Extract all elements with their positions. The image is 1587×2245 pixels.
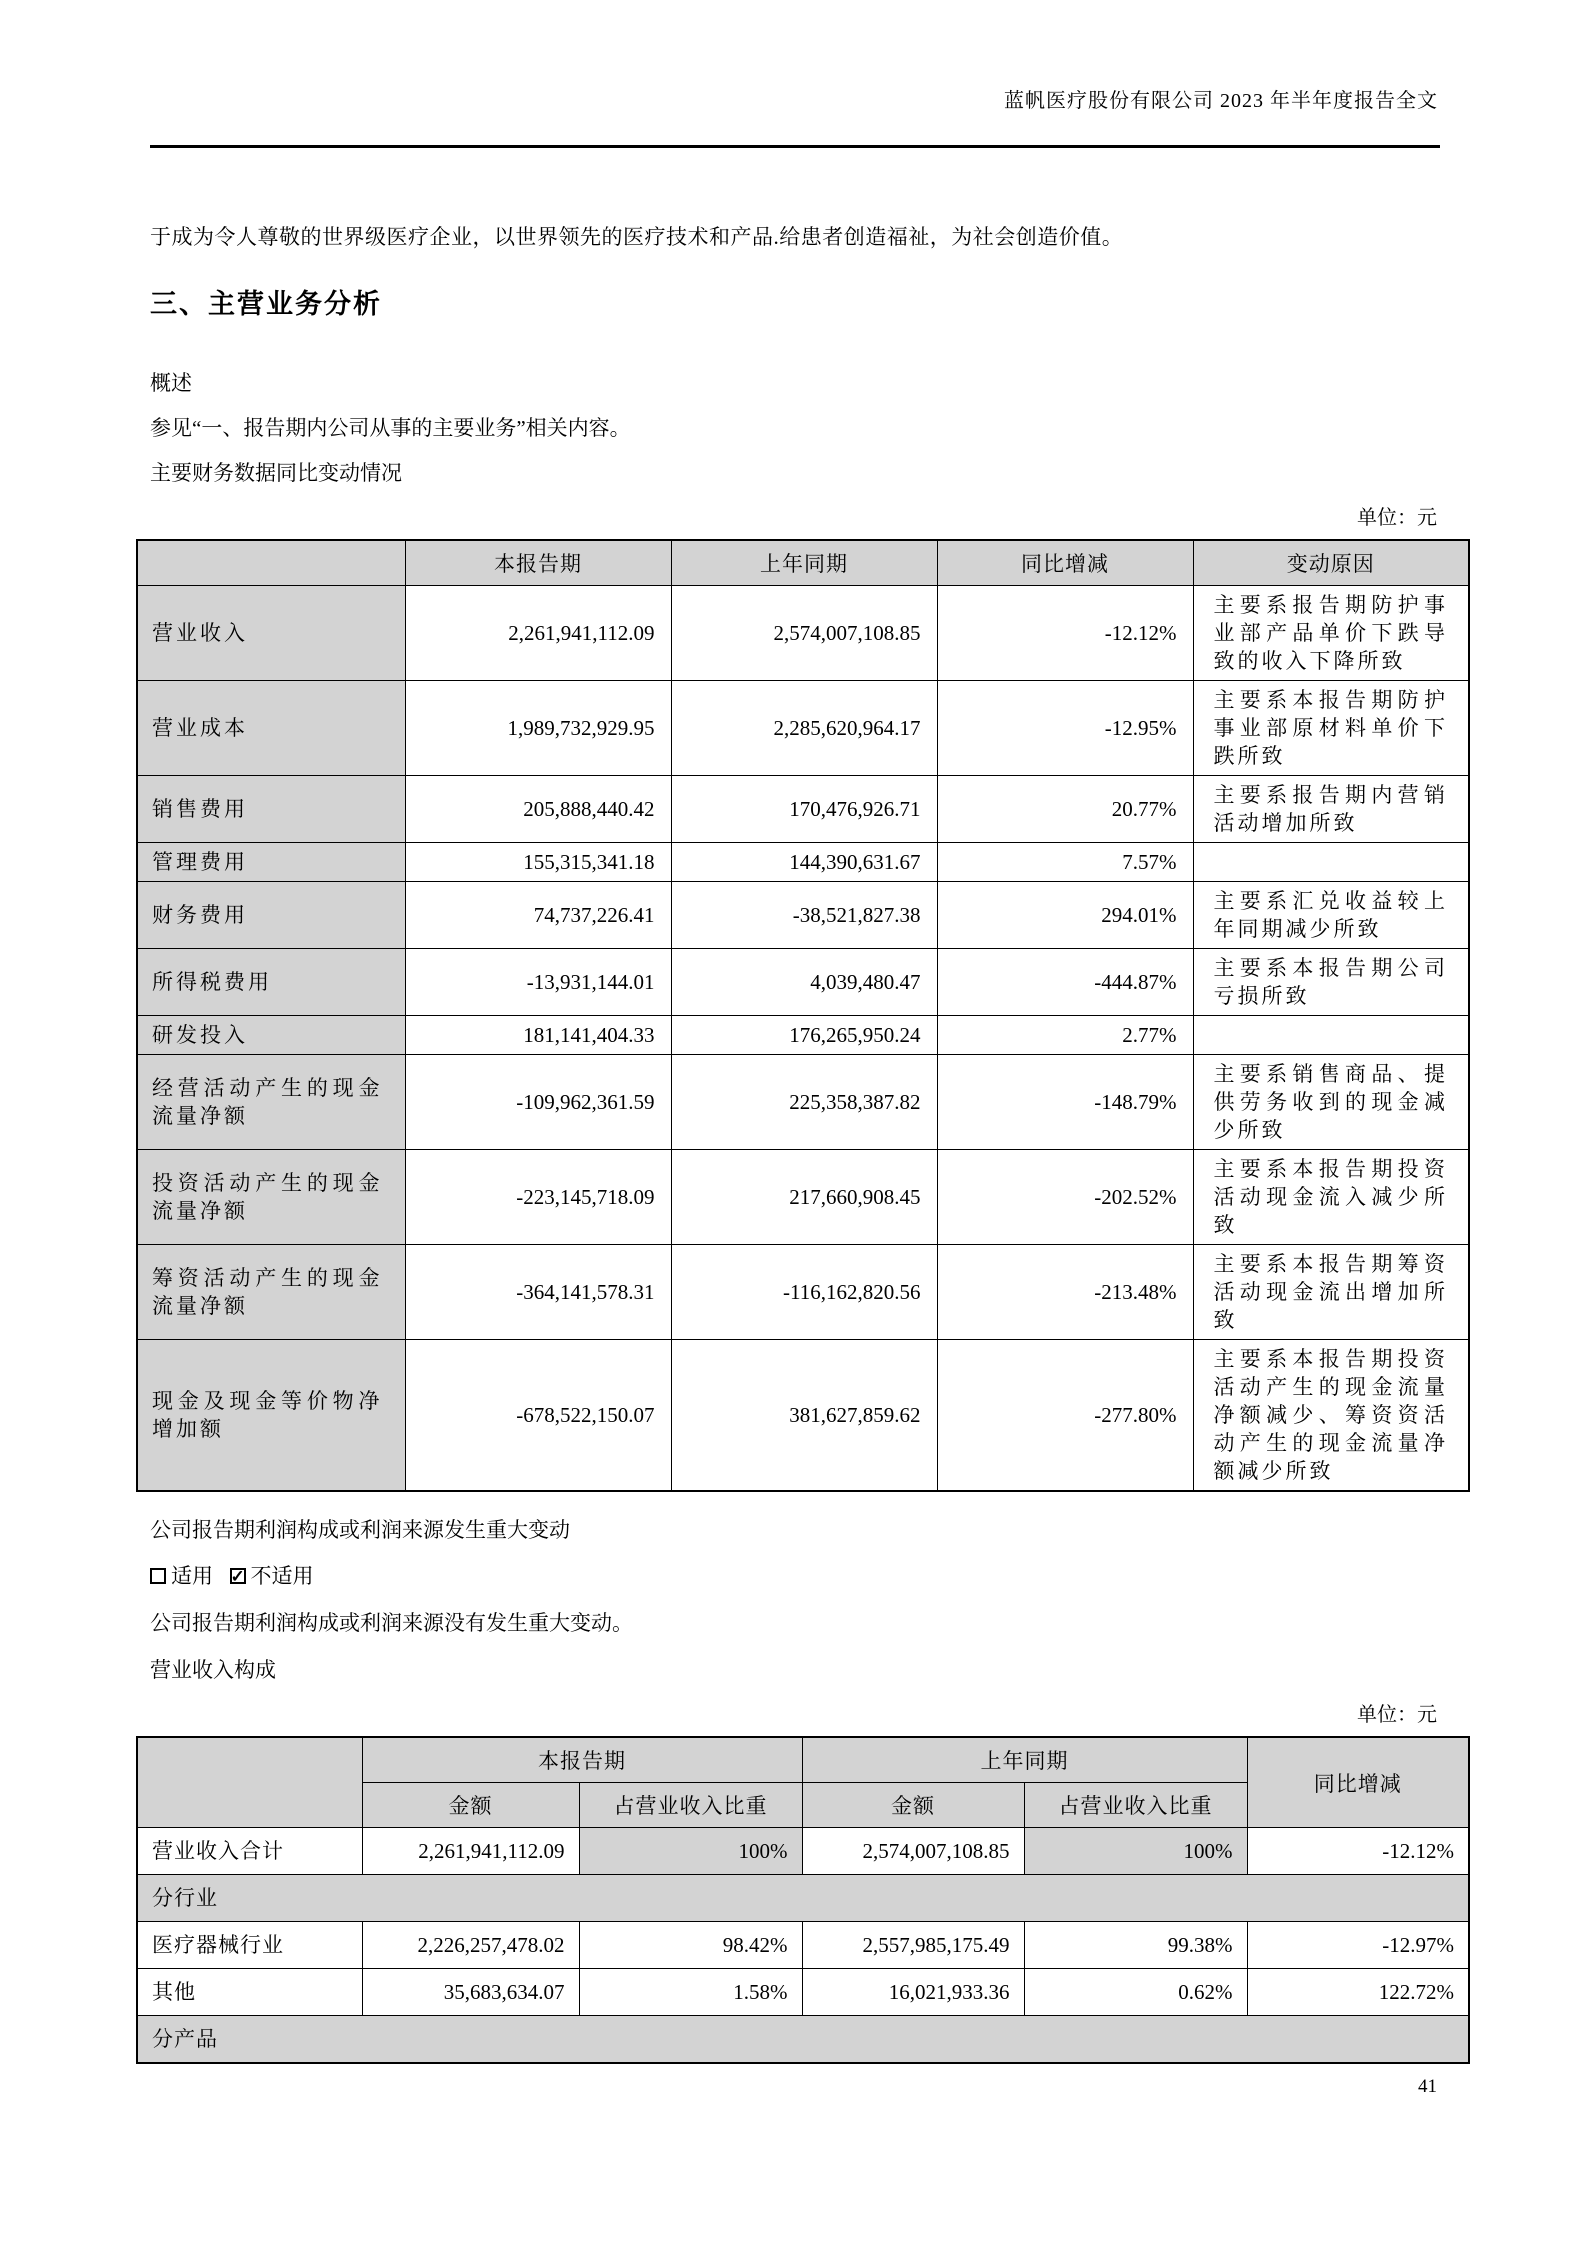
change-reason: 主要系本报告期公司亏损所致 bbox=[1193, 949, 1469, 1016]
table-row bbox=[137, 882, 1469, 949]
current-period-value: -364,141,578.31 bbox=[405, 1245, 671, 1340]
table-row bbox=[137, 776, 1469, 843]
row-label: 筹资活动产生的现金流量净额 bbox=[137, 1245, 405, 1340]
current-pct: 100% bbox=[579, 1828, 802, 1875]
row-label: 现金及现金等价物净增加额 bbox=[137, 1340, 405, 1492]
current-period-value: -223,145,718.09 bbox=[405, 1150, 671, 1245]
yoy-change-value: -12.95% bbox=[937, 681, 1193, 776]
table-row bbox=[137, 949, 1469, 1016]
yoy-change-value: -202.52% bbox=[937, 1150, 1193, 1245]
current-pct: 98.42% bbox=[579, 1922, 802, 1969]
prior-period-value: -116,162,820.56 bbox=[671, 1245, 937, 1340]
page-number: 41 bbox=[1418, 2076, 1437, 2097]
yoy-change-value: -12.12% bbox=[937, 586, 1193, 681]
applicable-label: 适用 bbox=[171, 1564, 213, 1588]
prior-period-value: 4,039,480.47 bbox=[671, 949, 937, 1016]
applicable-checkbox-unchecked-icon bbox=[150, 1568, 166, 1584]
not-applicable-label: 不适用 bbox=[250, 1564, 314, 1588]
table-row bbox=[137, 1922, 1469, 1969]
table-row bbox=[137, 1245, 1469, 1340]
prior-period-value: 144,390,631.67 bbox=[671, 843, 937, 882]
pct-header: 占营业收入比重 bbox=[1024, 1783, 1247, 1828]
change-reason: 主要系本报告期投资活动产生的现金流量净额减少、筹资资活动产生的现金流量净额减少所致 bbox=[1193, 1340, 1469, 1492]
yoy-change-value: 122.72% bbox=[1247, 1969, 1469, 2016]
change-reason: 主要系销售商品、提供劳务收到的现金减少所致 bbox=[1193, 1055, 1469, 1150]
prior-period-value: 2,285,620,964.17 bbox=[671, 681, 937, 776]
page-header: 蓝帆医疗股份有限公司 2023 年半年度报告全文 bbox=[150, 0, 1440, 148]
yoy-change-value: -213.48% bbox=[937, 1245, 1193, 1340]
row-label: 营业收入 bbox=[137, 586, 405, 681]
blank-header-cell bbox=[137, 1737, 362, 1828]
current-period-header: 本报告期 bbox=[362, 1737, 802, 1783]
financial-data-label: 主要财务数据同比变动情况 bbox=[150, 461, 402, 485]
prior-period-value: -38,521,827.38 bbox=[671, 882, 937, 949]
yoy-change-value: 2.77% bbox=[937, 1016, 1193, 1055]
revenue-composition-label: 营业收入构成 bbox=[150, 1658, 276, 1682]
prior-period-value: 170,476,926.71 bbox=[671, 776, 937, 843]
overview-reference: 参见“一、报告期内公司从事的主要业务”相关内容。 bbox=[150, 416, 631, 440]
current-period-value: 1,989,732,929.95 bbox=[405, 681, 671, 776]
current-amount: 35,683,634.07 bbox=[362, 1969, 579, 2016]
amount-header: 金额 bbox=[802, 1783, 1024, 1828]
current-amount: 2,261,941,112.09 bbox=[362, 1828, 579, 1875]
section-label: 分行业 bbox=[137, 1875, 1469, 1922]
prior-amount: 2,574,007,108.85 bbox=[802, 1828, 1024, 1875]
intro-paragraph: 于成为令人尊敬的世界级医疗企业，以世界领先的医疗技术和产品.给患者创造福祉，为社会创造价值。 bbox=[150, 225, 1124, 249]
prior-period-header: 上年同期 bbox=[802, 1737, 1247, 1783]
table-row bbox=[137, 1150, 1469, 1245]
row-label: 营业成本 bbox=[137, 681, 405, 776]
current-pct: 1.58% bbox=[579, 1969, 802, 2016]
current-period-value: 205,888,440.42 bbox=[405, 776, 671, 843]
change-reason: 主要系本报告期防护事业部原材料单价下跌所致 bbox=[1193, 681, 1469, 776]
table-row bbox=[137, 1828, 1469, 1875]
prior-period-value: 217,660,908.45 bbox=[671, 1150, 937, 1245]
yoy-change-value: -12.12% bbox=[1247, 1828, 1469, 1875]
current-period-value: -109,962,361.59 bbox=[405, 1055, 671, 1150]
section-label: 分产品 bbox=[137, 2016, 1469, 2064]
column-header: 变动原因 bbox=[1193, 540, 1469, 586]
prior-period-value: 225,358,387.82 bbox=[671, 1055, 937, 1150]
unit-label: 单位：元 bbox=[1357, 507, 1437, 529]
applicability-line bbox=[150, 1562, 1437, 1590]
prior-pct: 99.38% bbox=[1024, 1922, 1247, 1969]
row-label: 营业收入合计 bbox=[137, 1828, 362, 1875]
row-label: 投资活动产生的现金流量净额 bbox=[137, 1150, 405, 1245]
pct-header: 占营业收入比重 bbox=[579, 1783, 802, 1828]
table-row bbox=[137, 1055, 1469, 1150]
profit-change-statement: 公司报告期利润构成或利润来源没有发生重大变动。 bbox=[150, 1611, 633, 1635]
change-reason bbox=[1193, 1016, 1469, 1055]
row-label: 财务费用 bbox=[137, 882, 405, 949]
prior-period-value: 176,265,950.24 bbox=[671, 1016, 937, 1055]
row-label: 管理费用 bbox=[137, 843, 405, 882]
prior-pct: 0.62% bbox=[1024, 1969, 1247, 2016]
amount-header: 金额 bbox=[362, 1783, 579, 1828]
current-period-value: 74,737,226.41 bbox=[405, 882, 671, 949]
section-row bbox=[137, 1875, 1469, 1922]
change-reason: 主要系报告期内营销活动增加所致 bbox=[1193, 776, 1469, 843]
overview-label: 概述 bbox=[150, 371, 192, 395]
prior-period-value: 2,574,007,108.85 bbox=[671, 586, 937, 681]
yoy-change-value: 7.57% bbox=[937, 843, 1193, 882]
unit-label-2: 单位：元 bbox=[1357, 1704, 1437, 1726]
current-period-value: 181,141,404.33 bbox=[405, 1016, 671, 1055]
prior-amount: 2,557,985,175.49 bbox=[802, 1922, 1024, 1969]
column-header bbox=[137, 540, 405, 586]
yoy-header: 同比增减 bbox=[1247, 1737, 1469, 1828]
column-header: 本报告期 bbox=[405, 540, 671, 586]
revenue-composition-table bbox=[136, 1736, 1470, 2064]
yoy-change-value: -148.79% bbox=[937, 1055, 1193, 1150]
change-reason: 主要系本报告期投资活动现金流入减少所致 bbox=[1193, 1150, 1469, 1245]
prior-amount: 16,021,933.36 bbox=[802, 1969, 1024, 2016]
yoy-change-value: 20.77% bbox=[937, 776, 1193, 843]
change-reason: 主要系本报告期筹资活动现金流出增加所致 bbox=[1193, 1245, 1469, 1340]
table-row bbox=[137, 1016, 1469, 1055]
row-label: 所得税费用 bbox=[137, 949, 405, 1016]
row-label: 医疗器械行业 bbox=[137, 1922, 362, 1969]
yoy-change-value: 294.01% bbox=[937, 882, 1193, 949]
change-reason: 主要系汇兑收益较上年同期减少所致 bbox=[1193, 882, 1469, 949]
row-label: 销售费用 bbox=[137, 776, 405, 843]
current-period-value: 155,315,341.18 bbox=[405, 843, 671, 882]
row-label: 其他 bbox=[137, 1969, 362, 2016]
table-row bbox=[137, 1969, 1469, 2016]
not-applicable-checkbox-checked-icon bbox=[230, 1568, 246, 1584]
prior-period-value: 381,627,859.62 bbox=[671, 1340, 937, 1492]
row-label: 经营活动产生的现金流量净额 bbox=[137, 1055, 405, 1150]
yoy-change-value: -277.80% bbox=[937, 1340, 1193, 1492]
table-row bbox=[137, 843, 1469, 882]
change-reason: 主要系报告期防护事业部产品单价下跌导致的收入下降所致 bbox=[1193, 586, 1469, 681]
financial-yoy-table bbox=[136, 539, 1470, 1492]
table-row bbox=[137, 681, 1469, 776]
table-row bbox=[137, 1340, 1469, 1492]
section-title: 三、主营业务分析 bbox=[150, 289, 382, 319]
yoy-change-value: -444.87% bbox=[937, 949, 1193, 1016]
column-header: 上年同期 bbox=[671, 540, 937, 586]
section-row bbox=[137, 2016, 1469, 2064]
current-period-value: 2,261,941,112.09 bbox=[405, 586, 671, 681]
table-header-row bbox=[137, 1737, 1469, 1783]
current-period-value: -13,931,144.01 bbox=[405, 949, 671, 1016]
table-row bbox=[137, 586, 1469, 681]
row-label: 研发投入 bbox=[137, 1016, 405, 1055]
table-header-row bbox=[137, 540, 1469, 586]
column-header: 同比增减 bbox=[937, 540, 1193, 586]
current-period-value: -678,522,150.07 bbox=[405, 1340, 671, 1492]
prior-pct: 100% bbox=[1024, 1828, 1247, 1875]
change-reason bbox=[1193, 843, 1469, 882]
current-amount: 2,226,257,478.02 bbox=[362, 1922, 579, 1969]
profit-change-title: 公司报告期利润构成或利润来源发生重大变动 bbox=[150, 1518, 570, 1542]
yoy-change-value: -12.97% bbox=[1247, 1922, 1469, 1969]
